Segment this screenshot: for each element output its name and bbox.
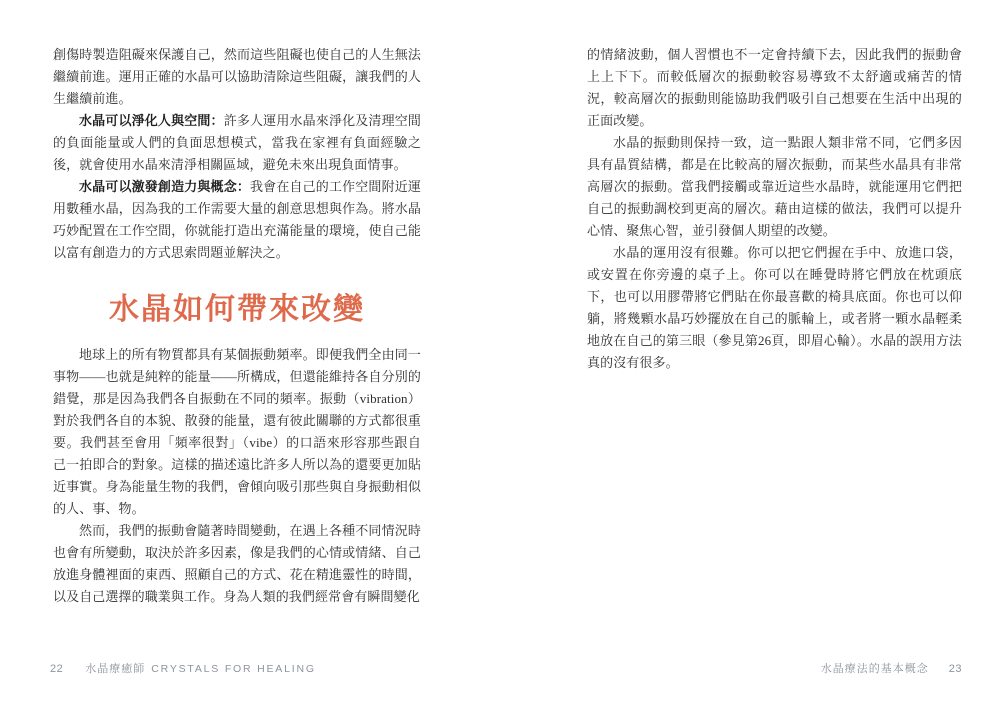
paragraph-text: 水晶的運用沒有很難。你可以把它們握在手中、放進口袋，或安置在你旁邊的桌子上。你可以在睡覺時將它們放在枕頭底下，也可以用膠帶將它們貼在你最喜歡的椅具底面。你也可以仰躺，將幾顆水晶巧妙擺放在自己的脈輪上，或者將一顆水晶輕柔地放在自己的第三眼（參見第26頁，即眉心輪）。水晶的誤用方法真的沒有很多。 xyxy=(587,245,962,370)
paragraph xyxy=(587,132,962,242)
paragraph-bold-lead: 水晶可以激發創造力與概念： xyxy=(79,179,251,194)
book-title-cjk: 水晶療癒師 xyxy=(85,663,146,675)
right-page-footer xyxy=(821,660,962,676)
paragraph-text: 然而，我們的振動會隨著時間變動，在遇上各種不同情況時也會有所變動，取決於許多因素，像是我們的心情或情緒、自己放進身體裡面的東西、照顧自己的方式、花在精進靈性的時間，以及自己選擇的職業與工作。身為人類的我們經常會有瞬間變化 xyxy=(53,523,421,604)
paragraph-bold-lead: 水晶可以淨化人與空間： xyxy=(79,113,224,128)
paragraph xyxy=(53,110,421,176)
chapter-title: 水晶療法的基本概念 xyxy=(820,663,929,675)
paragraph-text: 的情緒波動，個人習慣也不一定會持續下去，因此我們的振動會上上下下。而較低層次的振動較容易導致不太舒適或痛苦的情況，較高層次的振動則能協助我們吸引自己想要在生活中出現的正面改變。 xyxy=(587,47,962,128)
paragraph-text: 地球上的所有物質都具有某個振動頻率。即便我們全由同一事物——也就是純粹的能量——所構成，但還能維持各自分別的錯覺，那是因為我們各自振動在不同的頻率。振動（vibration）對於我們各自的本貌、散發的能量，還有彼此關聯的方式都很重要。我們甚至會用「頻率很對」（vibe）的口語來形容那些跟自己一拍即合的對象。這樣的描述遠比許多人所以為的還要更加貼近事實。身為能量生物的我們，會傾向吸引那些與自身振動相似的人、事、物。 xyxy=(53,347,421,516)
right-page-text-column xyxy=(587,44,962,374)
right-page-number: 23 xyxy=(948,663,962,675)
paragraph-text: 創傷時製造阻礙來保護自己，然而這些阻礙也使自己的人生無法繼續前進。運用正確的水晶可以協助清除這些阻礙，讓我們的人生繼續前進。 xyxy=(53,47,421,106)
paragraph-text: 許多人運用水晶來淨化及清理空間的負面能量或人們的負面思想模式，當我在家裡有負面經驗之後，就會使用水晶來清淨相關區域，避免未來出現負面情事。 xyxy=(53,113,421,172)
book-title-latin: CRYSTALS FOR HEALING xyxy=(151,663,316,675)
paragraph xyxy=(53,176,421,264)
left-page-footer xyxy=(50,660,316,676)
section-heading: 水晶如何帶來改變 xyxy=(109,293,365,326)
paragraph xyxy=(587,242,962,374)
paragraph-text: 我會在自己的工作空間附近運用數種水晶，因為我的工作需要大量的創意思想與作為。將水晶巧妙配置在工作空間，你就能打造出充滿能量的環境，使自己能以富有創造力的方式思索問題並解決之。 xyxy=(53,179,421,260)
paragraph xyxy=(53,520,421,608)
left-page-number: 22 xyxy=(50,663,64,675)
paragraph xyxy=(53,344,421,520)
paragraph xyxy=(53,44,421,110)
paragraph-text: 水晶的振動則保持一致，這一點跟人類非常不同，它們多因具有晶質結構，都是在比較高的層次振動，而某些水晶具有非常高層次的振動。當我們接觸或靠近這些水晶時，就能運用它們把自己的振動調校到更高的層次。藉由這樣的做法，我們可以提升心情、聚焦心智，並引發個人期望的改變。 xyxy=(587,135,962,238)
paragraph xyxy=(587,44,962,132)
left-page-text-column xyxy=(53,44,421,608)
